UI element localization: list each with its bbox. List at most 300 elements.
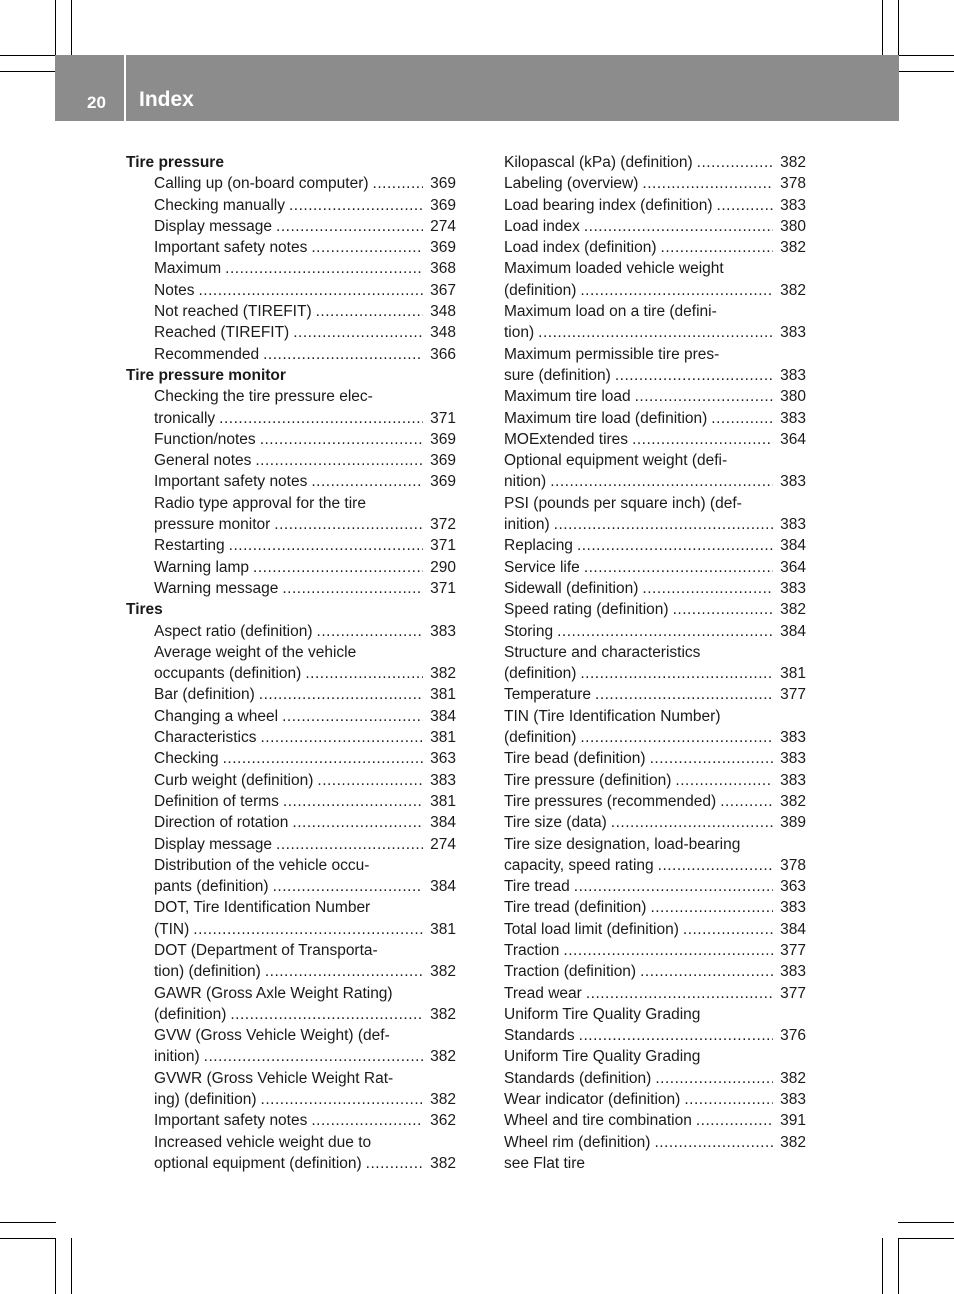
index-entry-label: Definition of terms	[154, 792, 279, 810]
index-entry-label: Reached (TIREFIT)	[154, 324, 290, 342]
index-entry-label: Storing	[504, 622, 554, 640]
index-entry-text: Checking the tire pressure elec-	[154, 388, 373, 406]
index-entry	[126, 919, 456, 940]
dot-leader	[650, 748, 773, 769]
index-entry-label: Display message	[154, 835, 273, 853]
page-reference: 389	[780, 814, 806, 832]
crop-mark	[0, 1238, 56, 1239]
index-entry-label: pressure monitor	[154, 516, 271, 534]
dot-leader	[204, 1046, 423, 1067]
index-entry	[126, 557, 456, 578]
page-reference: 383	[780, 366, 806, 384]
index-entry	[504, 919, 806, 940]
index-entry	[126, 748, 456, 769]
index-entry	[504, 1068, 806, 1089]
index-entry-label: Labeling (overview)	[504, 175, 639, 193]
dot-leader	[317, 621, 423, 642]
index-entry-label: Kilopascal (kPa) (definition)	[504, 154, 693, 171]
dot-leader	[311, 237, 423, 258]
index-entry-label: (definition)	[504, 665, 577, 683]
page-reference: 382	[430, 1048, 456, 1066]
index-entry-label: Warning lamp	[154, 558, 250, 576]
index-entry	[126, 706, 456, 727]
dot-leader	[311, 1110, 423, 1131]
index-entry-text: GVWR (Gross Vehicle Weight Rat-	[154, 1069, 394, 1087]
header-divider	[124, 55, 126, 121]
index-entry-label: optional equipment (definition)	[154, 1154, 362, 1172]
dot-leader	[273, 876, 423, 897]
crop-mark	[898, 1238, 899, 1294]
index-entry-label: tion)	[504, 324, 535, 342]
dot-leader	[282, 578, 423, 599]
index-entry-text: Maximum load on a tire (defini-	[504, 303, 717, 321]
dot-leader	[276, 834, 423, 855]
index-entry	[126, 961, 456, 982]
index-entry-label: Calling up (on-board computer)	[154, 175, 369, 193]
index-entry-label: Aspect ratio (definition)	[154, 622, 313, 640]
index-entry	[504, 1025, 806, 1046]
dot-leader	[305, 663, 423, 684]
dot-leader	[366, 1153, 423, 1174]
dot-leader	[276, 216, 423, 237]
index-entry-label: (definition)	[154, 1005, 227, 1023]
index-entry	[504, 770, 806, 791]
index-entry-label: Curb weight (definition)	[154, 771, 314, 789]
crop-mark	[55, 1238, 56, 1294]
index-entry	[126, 450, 456, 471]
page-reference: 368	[430, 260, 456, 278]
page-reference: 363	[780, 878, 806, 896]
index-entry-label: (TIN)	[154, 920, 190, 938]
dot-leader	[229, 535, 423, 556]
index-entry	[504, 663, 806, 684]
index-entry-label: Load index	[504, 217, 580, 235]
index-entry-text: GAWR (Gross Axle Weight Rating)	[154, 984, 393, 1002]
index-entry-label: Wheel and tire combination	[504, 1112, 692, 1130]
index-entry	[126, 812, 456, 833]
index-entry	[126, 301, 456, 322]
index-entry-label: Important safety notes	[154, 473, 308, 491]
page-reference: 369	[430, 239, 456, 257]
page-reference: 369	[430, 473, 456, 491]
crop-mark	[898, 55, 954, 56]
index-entry-label: Standards	[504, 1027, 575, 1045]
page-reference: 381	[430, 920, 456, 938]
page-reference: 348	[430, 324, 456, 342]
dot-leader	[554, 514, 773, 535]
dot-leader	[225, 258, 423, 279]
index-entry	[126, 1046, 456, 1067]
page-reference: 371	[430, 409, 456, 427]
page-reference: 372	[430, 516, 456, 534]
index-entry	[504, 365, 806, 386]
page-reference: 383	[430, 771, 456, 789]
index-column-right	[504, 152, 806, 1174]
index-entry-label: ing) (definition)	[154, 1091, 257, 1109]
dot-leader	[261, 727, 424, 748]
index-entry-text: TIN (Tire Identification Number)	[504, 707, 721, 725]
page-reference: 381	[430, 686, 456, 704]
index-entry	[126, 876, 456, 897]
index-entry-text: DOT, Tire Identification Number	[154, 899, 371, 917]
index-entry-label: Checking manually	[154, 196, 285, 214]
index-entry	[126, 1153, 456, 1174]
index-entry-label: (definition)	[504, 281, 577, 299]
index-entry-label: Traction	[504, 941, 560, 959]
index-entry	[504, 983, 806, 1004]
index-entry	[504, 599, 806, 620]
page-reference: 377	[780, 984, 806, 1002]
index-entry	[504, 1089, 806, 1110]
dot-leader	[259, 684, 423, 705]
index-entry-label: Speed rating (definition)	[504, 601, 669, 619]
index-heading: Tire pressure monitor	[126, 366, 286, 384]
page-reference: 382	[780, 239, 806, 257]
dot-leader	[263, 344, 423, 365]
index-entry	[126, 173, 456, 194]
dot-leader	[696, 1110, 773, 1131]
index-entry-text: see Flat tire	[504, 1154, 585, 1172]
index-entry	[504, 1110, 806, 1131]
crop-mark	[71, 0, 72, 56]
index-entry-text: Radio type approval for the tire	[154, 494, 366, 512]
page-reference: 382	[780, 154, 806, 171]
index-entry-label: Warning message	[154, 579, 279, 597]
page-reference: 382	[780, 601, 806, 619]
page-reference: 363	[430, 750, 456, 768]
index-entry-label: General notes	[154, 452, 252, 470]
index-entry-label: Tire tread	[504, 878, 570, 896]
index-entry-label: Replacing	[504, 537, 573, 555]
dot-leader	[311, 471, 423, 492]
page-reference: 369	[430, 175, 456, 193]
index-entry	[504, 514, 806, 535]
index-entry-label: Tire bead (definition)	[504, 750, 646, 768]
page-reference: 382	[780, 1133, 806, 1151]
page-reference: 377	[780, 686, 806, 704]
page-reference: 362	[430, 1112, 456, 1130]
dot-leader	[673, 599, 773, 620]
page-reference: 383	[780, 579, 806, 597]
page-reference: 384	[780, 920, 806, 938]
page-reference: 290	[430, 558, 456, 576]
index-entry	[504, 812, 806, 833]
index-entry	[504, 429, 806, 450]
index-entry-label: Wheel rim (definition)	[504, 1133, 651, 1151]
dot-leader	[632, 429, 773, 450]
index-entry-label: Wear indicator (definition)	[504, 1091, 681, 1109]
page-reference: 371	[430, 537, 456, 555]
page-reference: 382	[780, 1069, 806, 1087]
index-entry	[504, 386, 806, 407]
dot-leader	[584, 557, 773, 578]
index-entry-label: Service life	[504, 558, 580, 576]
dot-leader	[255, 450, 423, 471]
page-reference: 383	[780, 963, 806, 981]
index-entry	[126, 578, 456, 599]
index-entry	[126, 344, 456, 365]
index-entry-label: Changing a wheel	[154, 707, 279, 725]
index-entry-text: DOT (Department of Transporta-	[154, 941, 378, 959]
page-reference: 382	[780, 281, 806, 299]
index-entry-text: PSI (pounds per square inch) (def-	[504, 494, 742, 512]
page-reference: 382	[430, 665, 456, 683]
index-entry-label: Load index (definition)	[504, 239, 657, 257]
dot-leader	[584, 216, 773, 237]
dot-leader	[317, 770, 423, 791]
dot-leader	[282, 706, 423, 727]
index-entry	[126, 429, 456, 450]
page-reference: 383	[780, 729, 806, 747]
index-entry-label: inition)	[504, 516, 550, 534]
index-entry-text: Distribution of the vehicle occu-	[154, 856, 370, 874]
dot-leader	[199, 280, 424, 301]
dot-leader	[658, 855, 773, 876]
page-reference: 376	[780, 1027, 806, 1045]
crop-mark	[0, 1222, 56, 1223]
index-entry	[504, 173, 806, 194]
dot-leader	[711, 408, 773, 429]
index-entry-label: Maximum	[154, 260, 222, 278]
index-entry-label: Recommended	[154, 345, 260, 363]
index-entry-text: Uniform Tire Quality Grading	[504, 1048, 701, 1066]
index-entry-label: Function/notes	[154, 430, 256, 448]
index-entry-label: Bar (definition)	[154, 686, 255, 704]
index-entry-label: tronically	[154, 409, 216, 427]
page-reference: 383	[780, 750, 806, 768]
index-entry	[126, 663, 456, 684]
dot-leader	[373, 173, 423, 194]
index-entry	[126, 834, 456, 855]
index-entry-label: Maximum tire load	[504, 388, 631, 406]
index-entry-label: MOExtended tires	[504, 430, 629, 448]
index-entry	[126, 684, 456, 705]
index-entry-label: Total load limit (definition)	[504, 920, 679, 938]
index-entry	[504, 940, 806, 961]
page-reference: 369	[430, 196, 456, 214]
index-heading: Tires	[126, 601, 163, 619]
dot-leader	[265, 961, 423, 982]
dot-leader	[661, 237, 773, 258]
index-entry-label: Tire size (data)	[504, 814, 607, 832]
index-entry	[504, 1132, 806, 1153]
index-entry	[126, 471, 456, 492]
crop-mark	[898, 1238, 954, 1239]
dot-leader	[684, 1089, 773, 1110]
index-entry	[504, 748, 806, 769]
crop-mark	[898, 0, 899, 56]
crop-mark	[898, 71, 954, 72]
index-entry-label: Standards (definition)	[504, 1069, 652, 1087]
index-entry-text: Increased vehicle weight due to	[154, 1133, 372, 1151]
dot-leader	[219, 408, 423, 429]
index-entry	[504, 408, 806, 429]
page-reference: 367	[430, 281, 456, 299]
dot-leader	[635, 386, 773, 407]
page-reference: 383	[780, 324, 806, 342]
index-entry-label: Direction of rotation	[154, 814, 289, 832]
dot-leader	[720, 791, 773, 812]
index-entry	[504, 621, 806, 642]
page-reference: 384	[430, 707, 456, 725]
index-entry	[504, 152, 806, 173]
dot-leader	[283, 791, 423, 812]
index-entry-label: Tire tread (definition)	[504, 899, 647, 917]
index-entry	[126, 770, 456, 791]
index-entry-label: Tread wear	[504, 984, 582, 1002]
index-entry-text: Optional equipment weight (defi-	[504, 452, 728, 470]
page-reference: 382	[430, 963, 456, 981]
page-reference: 274	[430, 217, 456, 235]
dot-leader	[557, 621, 773, 642]
page-title: Index	[139, 88, 194, 111]
dot-leader	[574, 876, 773, 897]
index-entry-label: sure (definition)	[504, 366, 611, 384]
page-reference: 274	[430, 835, 456, 853]
page-reference: 383	[780, 516, 806, 534]
dot-leader	[293, 322, 423, 343]
dot-leader	[563, 940, 773, 961]
dot-leader	[580, 280, 773, 301]
crop-mark	[71, 1238, 72, 1294]
index-entry	[126, 1110, 456, 1131]
page-number: 20	[87, 93, 106, 112]
dot-leader	[261, 1089, 423, 1110]
page-reference: 364	[780, 430, 806, 448]
dot-leader	[611, 812, 773, 833]
index-entry	[504, 727, 806, 748]
page-reference: 380	[780, 388, 806, 406]
index-entry-label: pants (definition)	[154, 878, 269, 896]
index-entry-text: Tire size designation, load-bearing	[504, 835, 741, 853]
page-reference: 364	[780, 558, 806, 576]
index-entry	[504, 237, 806, 258]
index-entry	[504, 557, 806, 578]
dot-leader	[538, 322, 773, 343]
page-reference: 377	[780, 941, 806, 959]
page-reference: 382	[430, 1091, 456, 1109]
page-reference: 384	[780, 537, 806, 555]
dot-leader	[253, 557, 423, 578]
crop-mark	[0, 71, 56, 72]
page-reference: 381	[430, 792, 456, 810]
index-entry-text: Average weight of the vehicle	[154, 643, 357, 661]
page-reference: 381	[430, 729, 456, 747]
index-entry	[126, 195, 456, 216]
dot-leader	[289, 195, 423, 216]
dot-leader	[654, 1132, 773, 1153]
index-entry-label: Load bearing index (definition)	[504, 196, 713, 214]
dot-leader	[697, 152, 773, 173]
page-reference: 371	[430, 579, 456, 597]
page-reference: 384	[780, 622, 806, 640]
index-entry-text: GVW (Gross Vehicle Weight) (def-	[154, 1027, 390, 1045]
index-entry-label: Restarting	[154, 537, 225, 555]
page-reference: 384	[430, 814, 456, 832]
index-entry-label: Traction (definition)	[504, 963, 637, 981]
index-entry	[126, 322, 456, 343]
index-entry	[504, 578, 806, 599]
dot-leader	[580, 727, 773, 748]
index-entry	[126, 1004, 456, 1025]
index-entry	[504, 855, 806, 876]
dot-leader	[577, 535, 773, 556]
index-entry	[504, 961, 806, 982]
page-reference: 381	[780, 665, 806, 683]
index-entry	[126, 237, 456, 258]
dot-leader	[650, 897, 773, 918]
page-reference: 383	[780, 899, 806, 917]
dot-leader	[550, 471, 773, 492]
dot-leader	[655, 1068, 773, 1089]
index-entry-label: Sidewall (definition)	[504, 579, 639, 597]
dot-leader	[292, 812, 423, 833]
page-reference: 384	[430, 878, 456, 896]
index-entry	[126, 216, 456, 237]
index-entry-label: Not reached (TIREFIT)	[154, 303, 312, 321]
dot-leader	[717, 195, 773, 216]
page-reference: 348	[430, 303, 456, 321]
crop-mark	[882, 0, 883, 56]
dot-leader	[642, 578, 773, 599]
index-entry-label: Important safety notes	[154, 1112, 308, 1130]
index-entry-label: tion) (definition)	[154, 963, 261, 981]
index-entry-label: (definition)	[504, 729, 577, 747]
index-entry	[504, 897, 806, 918]
index-entry	[504, 280, 806, 301]
index-entry	[504, 876, 806, 897]
page-reference: 383	[780, 771, 806, 789]
page-reference: 378	[780, 856, 806, 874]
index-entry-label: inition)	[154, 1048, 200, 1066]
page-reference: 369	[430, 430, 456, 448]
dot-leader	[615, 365, 773, 386]
index-entry-label: Tire pressures (recommended)	[504, 792, 717, 810]
index-entry	[126, 408, 456, 429]
index-entry-label: nition)	[504, 473, 547, 491]
index-entry-text: Structure and characteristics	[504, 643, 701, 661]
index-entry	[126, 258, 456, 279]
index-entry-label: Temperature	[504, 686, 592, 704]
crop-mark	[898, 1222, 954, 1223]
page-reference: 382	[430, 1005, 456, 1023]
index-entry-label: Notes	[154, 281, 195, 299]
page-reference: 382	[780, 792, 806, 810]
dot-leader	[230, 1004, 423, 1025]
index-entry	[126, 791, 456, 812]
index-entry	[504, 322, 806, 343]
crop-mark	[882, 1238, 883, 1294]
index-entry	[504, 471, 806, 492]
page-reference: 391	[780, 1112, 806, 1130]
index-entry-label: Maximum tire load (definition)	[504, 409, 708, 427]
dot-leader	[642, 173, 773, 194]
index-entry	[126, 280, 456, 301]
index-entry-text: Maximum permissible tire pres-	[504, 345, 720, 363]
dot-leader	[595, 684, 773, 705]
index-entry	[126, 514, 456, 535]
dot-leader	[640, 961, 773, 982]
dot-leader	[260, 429, 423, 450]
index-entry-label: occupants (definition)	[154, 665, 302, 683]
page-reference: 366	[430, 345, 456, 363]
index-entry	[504, 216, 806, 237]
index-entry	[126, 727, 456, 748]
index-entry-text: Uniform Tire Quality Grading	[504, 1005, 701, 1023]
page-reference: 382	[430, 1154, 456, 1172]
dot-leader	[223, 748, 423, 769]
dot-leader	[683, 919, 773, 940]
